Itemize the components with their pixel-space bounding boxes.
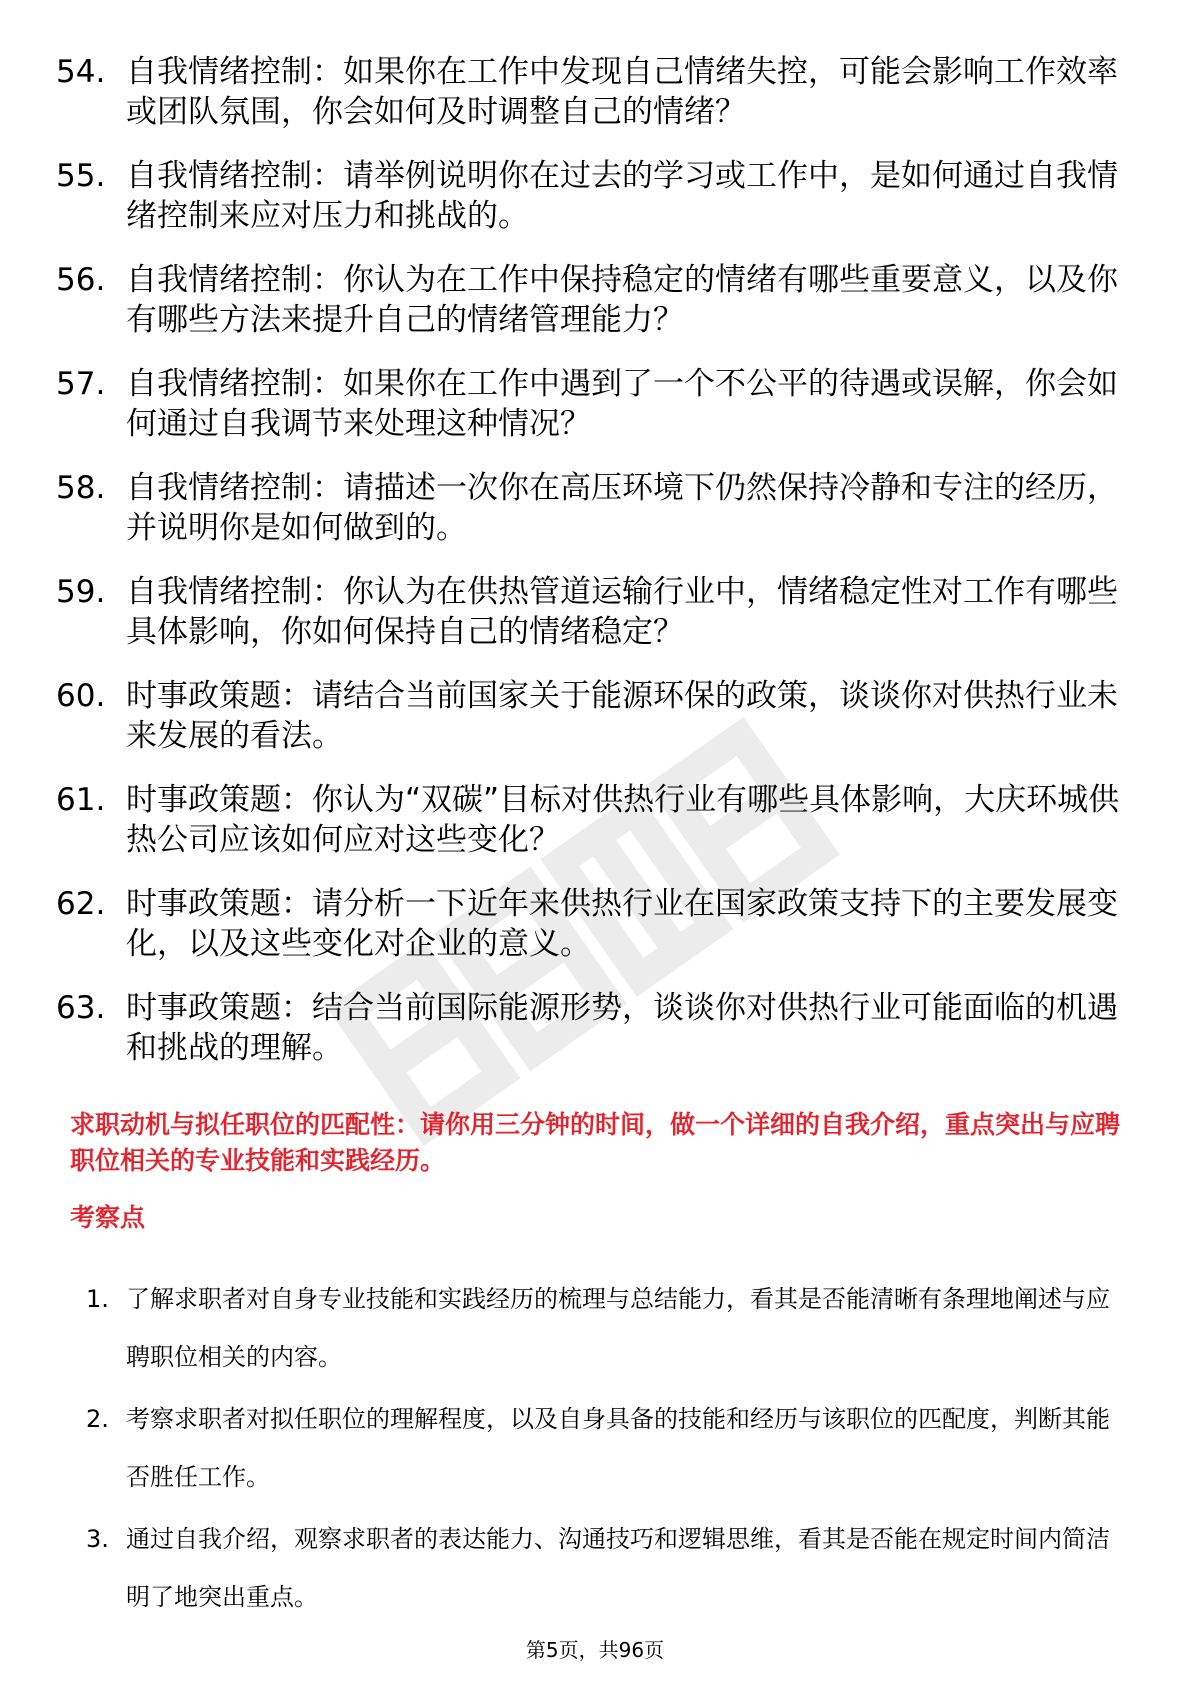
question-number: 62. — [56, 886, 106, 922]
question-number: 55. — [56, 158, 106, 194]
assessment-point — [86, 1510, 1136, 1630]
point-text: 考察求职者对拟任职位的理解程度，以及自身具备的技能和经历与该职位的匹配度，判断其能否胜任工作。 — [126, 1405, 1110, 1491]
question-item — [56, 780, 1136, 884]
question-text: 自我情绪控制：如果你在工作中遇到了一个不公平的待遇或误解，你会如何通过自我调节来处理这种情况？ — [126, 366, 1118, 442]
question-text: 自我情绪控制：请描述一次你在高压环境下仍然保持冷静和专注的经历，并说明你是如何做到的。 — [126, 470, 1118, 546]
assessment-point — [86, 1390, 1136, 1510]
question-number: 58. — [56, 470, 106, 506]
assessment-points-heading: 考察点 — [70, 1203, 146, 1232]
question-item — [56, 156, 1136, 260]
assessment-points-list — [86, 1270, 1136, 1630]
question-item — [56, 884, 1136, 988]
point-number: 3. — [86, 1525, 109, 1553]
question-item — [56, 260, 1136, 364]
question-number: 57. — [56, 366, 106, 402]
question-item — [56, 52, 1136, 156]
question-text: 自我情绪控制：你认为在工作中保持稳定的情绪有哪些重要意义，以及你有哪些方法来提升自己的情绪管理能力？ — [126, 262, 1118, 338]
section-heading: 求职动机与拟任职位的匹配性：请你用三分钟的时间，做一个详细的自我介绍，重点突出与应聘职位相关的专业技能和实践经历。 — [70, 1110, 1121, 1175]
question-text: 时事政策题：请分析一下近年来供热行业在国家政策支持下的主要发展变化，以及这些变化对企业的意义。 — [126, 886, 1118, 962]
question-list — [56, 52, 1136, 1092]
question-item — [56, 364, 1136, 468]
point-text: 通过自我介绍，观察求职者的表达能力、沟通技巧和逻辑思维，看其是否能在规定时间内简洁明了地突出重点。 — [126, 1525, 1110, 1611]
question-text: 时事政策题：结合当前国际能源形势，谈谈你对供热行业可能面临的机遇和挑战的理解。 — [126, 990, 1118, 1066]
question-item — [56, 572, 1136, 676]
assessment-point — [86, 1270, 1136, 1390]
question-text: 自我情绪控制：你认为在供热管道运输行业中，情绪稳定性对工作有哪些具体影响，你如何保持自己的情绪稳定？ — [126, 574, 1118, 650]
question-item — [56, 468, 1136, 572]
point-text: 了解求职者对自身专业技能和实践经历的梳理与总结能力，看其是否能清晰有条理地阐述与应聘职位相关的内容。 — [126, 1285, 1110, 1371]
question-text: 时事政策题：请结合当前国家关于能源环保的政策，谈谈你对供热行业未来发展的看法。 — [126, 678, 1118, 754]
point-number: 2. — [86, 1405, 109, 1433]
question-number: 54. — [56, 54, 106, 90]
question-item — [56, 676, 1136, 780]
question-item — [56, 988, 1136, 1092]
question-number: 56. — [56, 262, 106, 298]
question-text: 自我情绪控制：请举例说明你在过去的学习或工作中，是如何通过自我情绪控制来应对压力和挑战的。 — [126, 158, 1118, 234]
page-footer: 第5页，共96页 — [525, 1638, 665, 1662]
question-number: 59. — [56, 574, 106, 610]
point-number: 1. — [86, 1285, 109, 1313]
question-number: 60. — [56, 678, 106, 714]
question-text: 时事政策题：你认为“双碳”目标对供热行业有哪些具体影响，大庆环城供热公司应该如何应对这些变化？ — [126, 782, 1120, 858]
question-number: 63. — [56, 990, 106, 1026]
question-text: 自我情绪控制：如果你在工作中发现自己情绪失控，可能会影响工作效率或团队氛围，你会如何及时调整自己的情绪？ — [126, 54, 1118, 130]
question-number: 61. — [56, 782, 106, 818]
